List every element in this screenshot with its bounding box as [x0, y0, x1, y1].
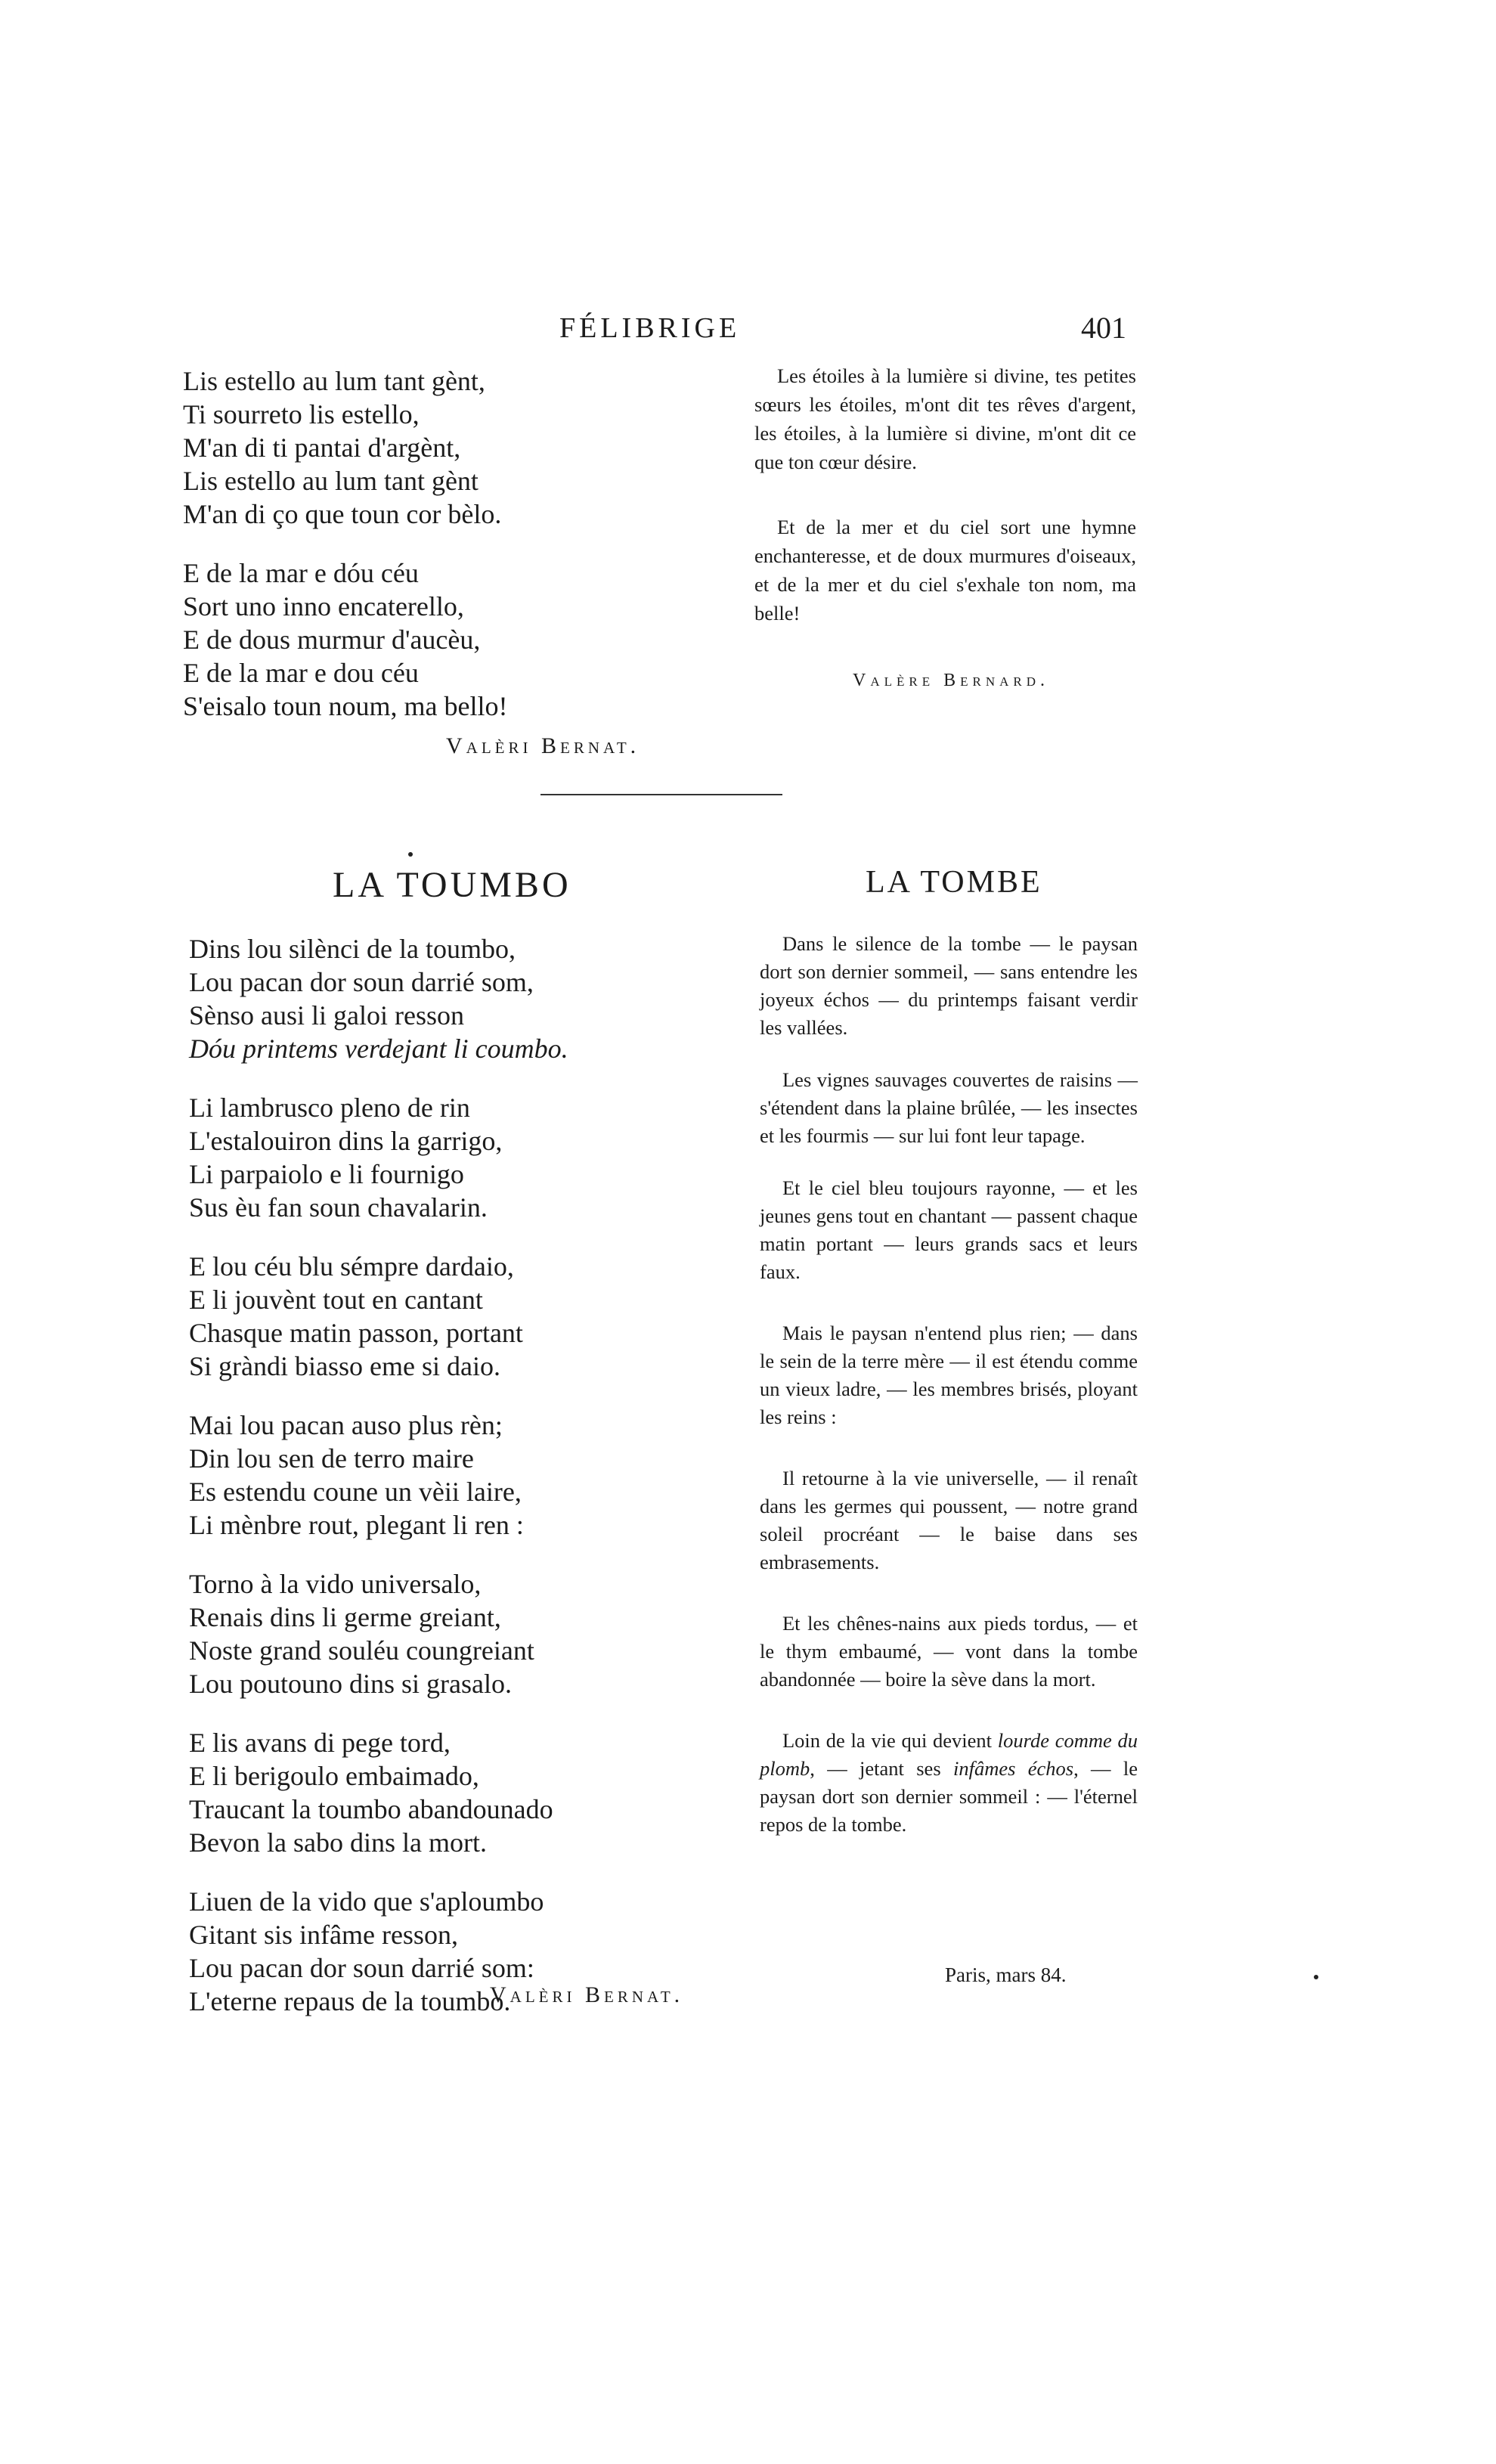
- verse-line: E de la mar e dou céu: [183, 658, 419, 688]
- running-header-title: FÉLIBRIGE: [559, 312, 741, 344]
- verse-line: S'eisalo toun noum, ma bello!: [183, 691, 508, 721]
- verse-line: Din lou sen de terro maire: [189, 1443, 474, 1474]
- poem2-provencal-title: LA TOUMBO: [333, 865, 571, 905]
- verse-line: M'an di ti pantai d'argènt,: [183, 432, 461, 463]
- verse-line: M'an di ço que toun cor bèlo.: [183, 499, 502, 529]
- poem2-stanza2: [189, 1091, 568, 1224]
- verse-line: L'estalouiron dins la garrigo,: [189, 1126, 503, 1156]
- poem1-provencal-signature: Valèri Bernat.: [446, 733, 640, 758]
- poem1-french-signature: Valère Bernard.: [853, 671, 1050, 690]
- verse-line: Lis estello au lum tant gènt,: [183, 366, 485, 396]
- italic-run: lourde comme du plomb: [760, 1729, 1138, 1780]
- verse-line: E lou céu blu sémpre dardaio,: [189, 1251, 514, 1282]
- verse-line: Traucant la toumbo abandounado: [189, 1794, 553, 1824]
- poem2-stanza6: [189, 1726, 568, 1859]
- poem1-stanza1: [183, 364, 507, 531]
- section-divider: [540, 794, 782, 795]
- verse-line: Dins lou silènci de la toumbo,: [189, 934, 516, 964]
- verse-line: Ti sourreto lis estello,: [183, 399, 420, 429]
- poem2-stanza3: [189, 1250, 568, 1383]
- poem2-provencal-signature: Valèri Bernat.: [490, 1982, 684, 2007]
- verse-line: Renais dins li germe greiant,: [189, 1602, 501, 1632]
- verse-line: Sènso ausi li galoi resson: [189, 1000, 464, 1031]
- verse-line: Li lambrusco pleno de rin: [189, 1093, 470, 1123]
- poem2-french-para5: Il retourne à la vie universelle, — il renaît dans les germes qui poussent, — notre grand soleil procréant — le baise dans ses embrasements.: [760, 1467, 1138, 1573]
- poem2-french-para7: [760, 1727, 1138, 1839]
- verse-line: Gitant sis infâme resson,: [189, 1920, 458, 1950]
- ink-dot: [1314, 1975, 1318, 1979]
- poem1-french-para2: Et de la mer et du ciel sort une hymne enchanteresse, et de doux murmures d'oiseaux, et de la mer et du ciel s'exhale ton nom, ma belle!: [754, 516, 1136, 625]
- verse-line: Dóu printems verdejant li coumbo.: [189, 1034, 568, 1064]
- verse-line: Lou poutouno dins si grasalo.: [189, 1669, 512, 1699]
- verse-line: Lis estello au lum tant gènt: [183, 466, 479, 496]
- poem1-french-para1: Les étoiles à la lumière si divine, tes petites sœurs les étoiles, m'ont dit tes rêves d'argent, les étoiles, à la lumière si divine, m'ont dit ce que ton cœur désire.: [754, 364, 1136, 473]
- verse-line: Lou pacan dor soun darrié som:: [189, 1953, 534, 1983]
- poem2-stanza4: [189, 1409, 568, 1542]
- verse-line: E de la mar e dóu céu: [183, 558, 419, 588]
- poem2-provencal: [189, 932, 568, 2018]
- place-date: Paris, mars 84.: [945, 1963, 1067, 1986]
- verse-line: Torno à la vido universalo,: [189, 1569, 482, 1599]
- poem2-french-para3: Et le ciel bleu toujours rayonne, — et les jeunes gens tout en chantant — passent chaque matin portant — leurs grands sacs et leurs faux.: [760, 1176, 1138, 1283]
- poem2-stanza5: [189, 1567, 568, 1700]
- text-run: Loin de la vie qui devient: [782, 1729, 998, 1752]
- verse-line: Mai lou pacan auso plus rèn;: [189, 1410, 503, 1440]
- ink-dot: [408, 852, 413, 857]
- verse-line: E li jouvènt tout en cantant: [189, 1285, 483, 1315]
- verse-line: E lis avans di pege tord,: [189, 1728, 451, 1758]
- poem2-french-para6: Et les chênes-nains aux pieds tordus, — et le thym embaumé, — vont dans la tombe abandonnée — boire la sève dans la mort.: [760, 1612, 1138, 1691]
- text-run: , — jetant ses: [810, 1757, 953, 1780]
- verse-line: L'eterne repaus de la toumbo.: [189, 1986, 511, 2016]
- poem2-french-para1: Dans le silence de la tombe — le paysan dort son dernier sommeil, — sans entendre les joyeux échos — du printemps faisant verdir les vallées.: [760, 932, 1138, 1039]
- verse-line: Chasque matin passon, portant: [189, 1318, 523, 1348]
- verse-line: Sus èu fan soun chavalarin.: [189, 1192, 488, 1223]
- italic-run: infâmes échos: [952, 1757, 1074, 1780]
- verse-line: E li berigoulo embaimado,: [189, 1761, 479, 1791]
- verse-line: Si gràndi biasso eme si daio.: [189, 1351, 500, 1381]
- verse-line: Es estendu coune un vèii laire,: [189, 1477, 522, 1507]
- verse-line: Lou pacan dor soun darrié som,: [189, 967, 534, 997]
- verse-line: Bevon la sabo dins la mort.: [189, 1827, 487, 1858]
- verse-line: Noste grand souléu coungreiant: [189, 1635, 534, 1666]
- poem1-stanza2: [183, 556, 507, 723]
- verse-line: E de dous murmur d'aucèu,: [183, 625, 481, 655]
- poem1-french: [754, 361, 1136, 628]
- poem1-provencal: [183, 364, 507, 723]
- verse-line: Sort uno inno encaterello,: [183, 591, 464, 621]
- verse-line: Liuen de la vido que s'aploumbo: [189, 1886, 544, 1917]
- poem2-french: [760, 930, 1138, 1839]
- poem2-french-title: LA TOMBE: [866, 865, 1042, 900]
- text-run: , — le paysan dort son dernier sommeil : — l'éternel repos de la tombe.: [760, 1757, 1138, 1836]
- poem2-french-para2: Les vignes sauvages couvertes de raisins —s'étendent dans la plaine brûlée, — les insectes et les fourmis — sur lui font leur tapage.: [760, 1068, 1138, 1147]
- poem2-stanza1: [189, 932, 568, 1065]
- poem2-french-para4: Mais le paysan n'entend plus rien; — dans le sein de la terre mère — il est étendu comme un vieux ladre, — les membres brisés, ployant les reins :: [760, 1322, 1138, 1428]
- page-number: 401: [1081, 311, 1126, 345]
- verse-line: Li parpaiolo e li fournigo: [189, 1159, 464, 1189]
- verse-line: Li mènbre rout, plegant li ren :: [189, 1510, 524, 1540]
